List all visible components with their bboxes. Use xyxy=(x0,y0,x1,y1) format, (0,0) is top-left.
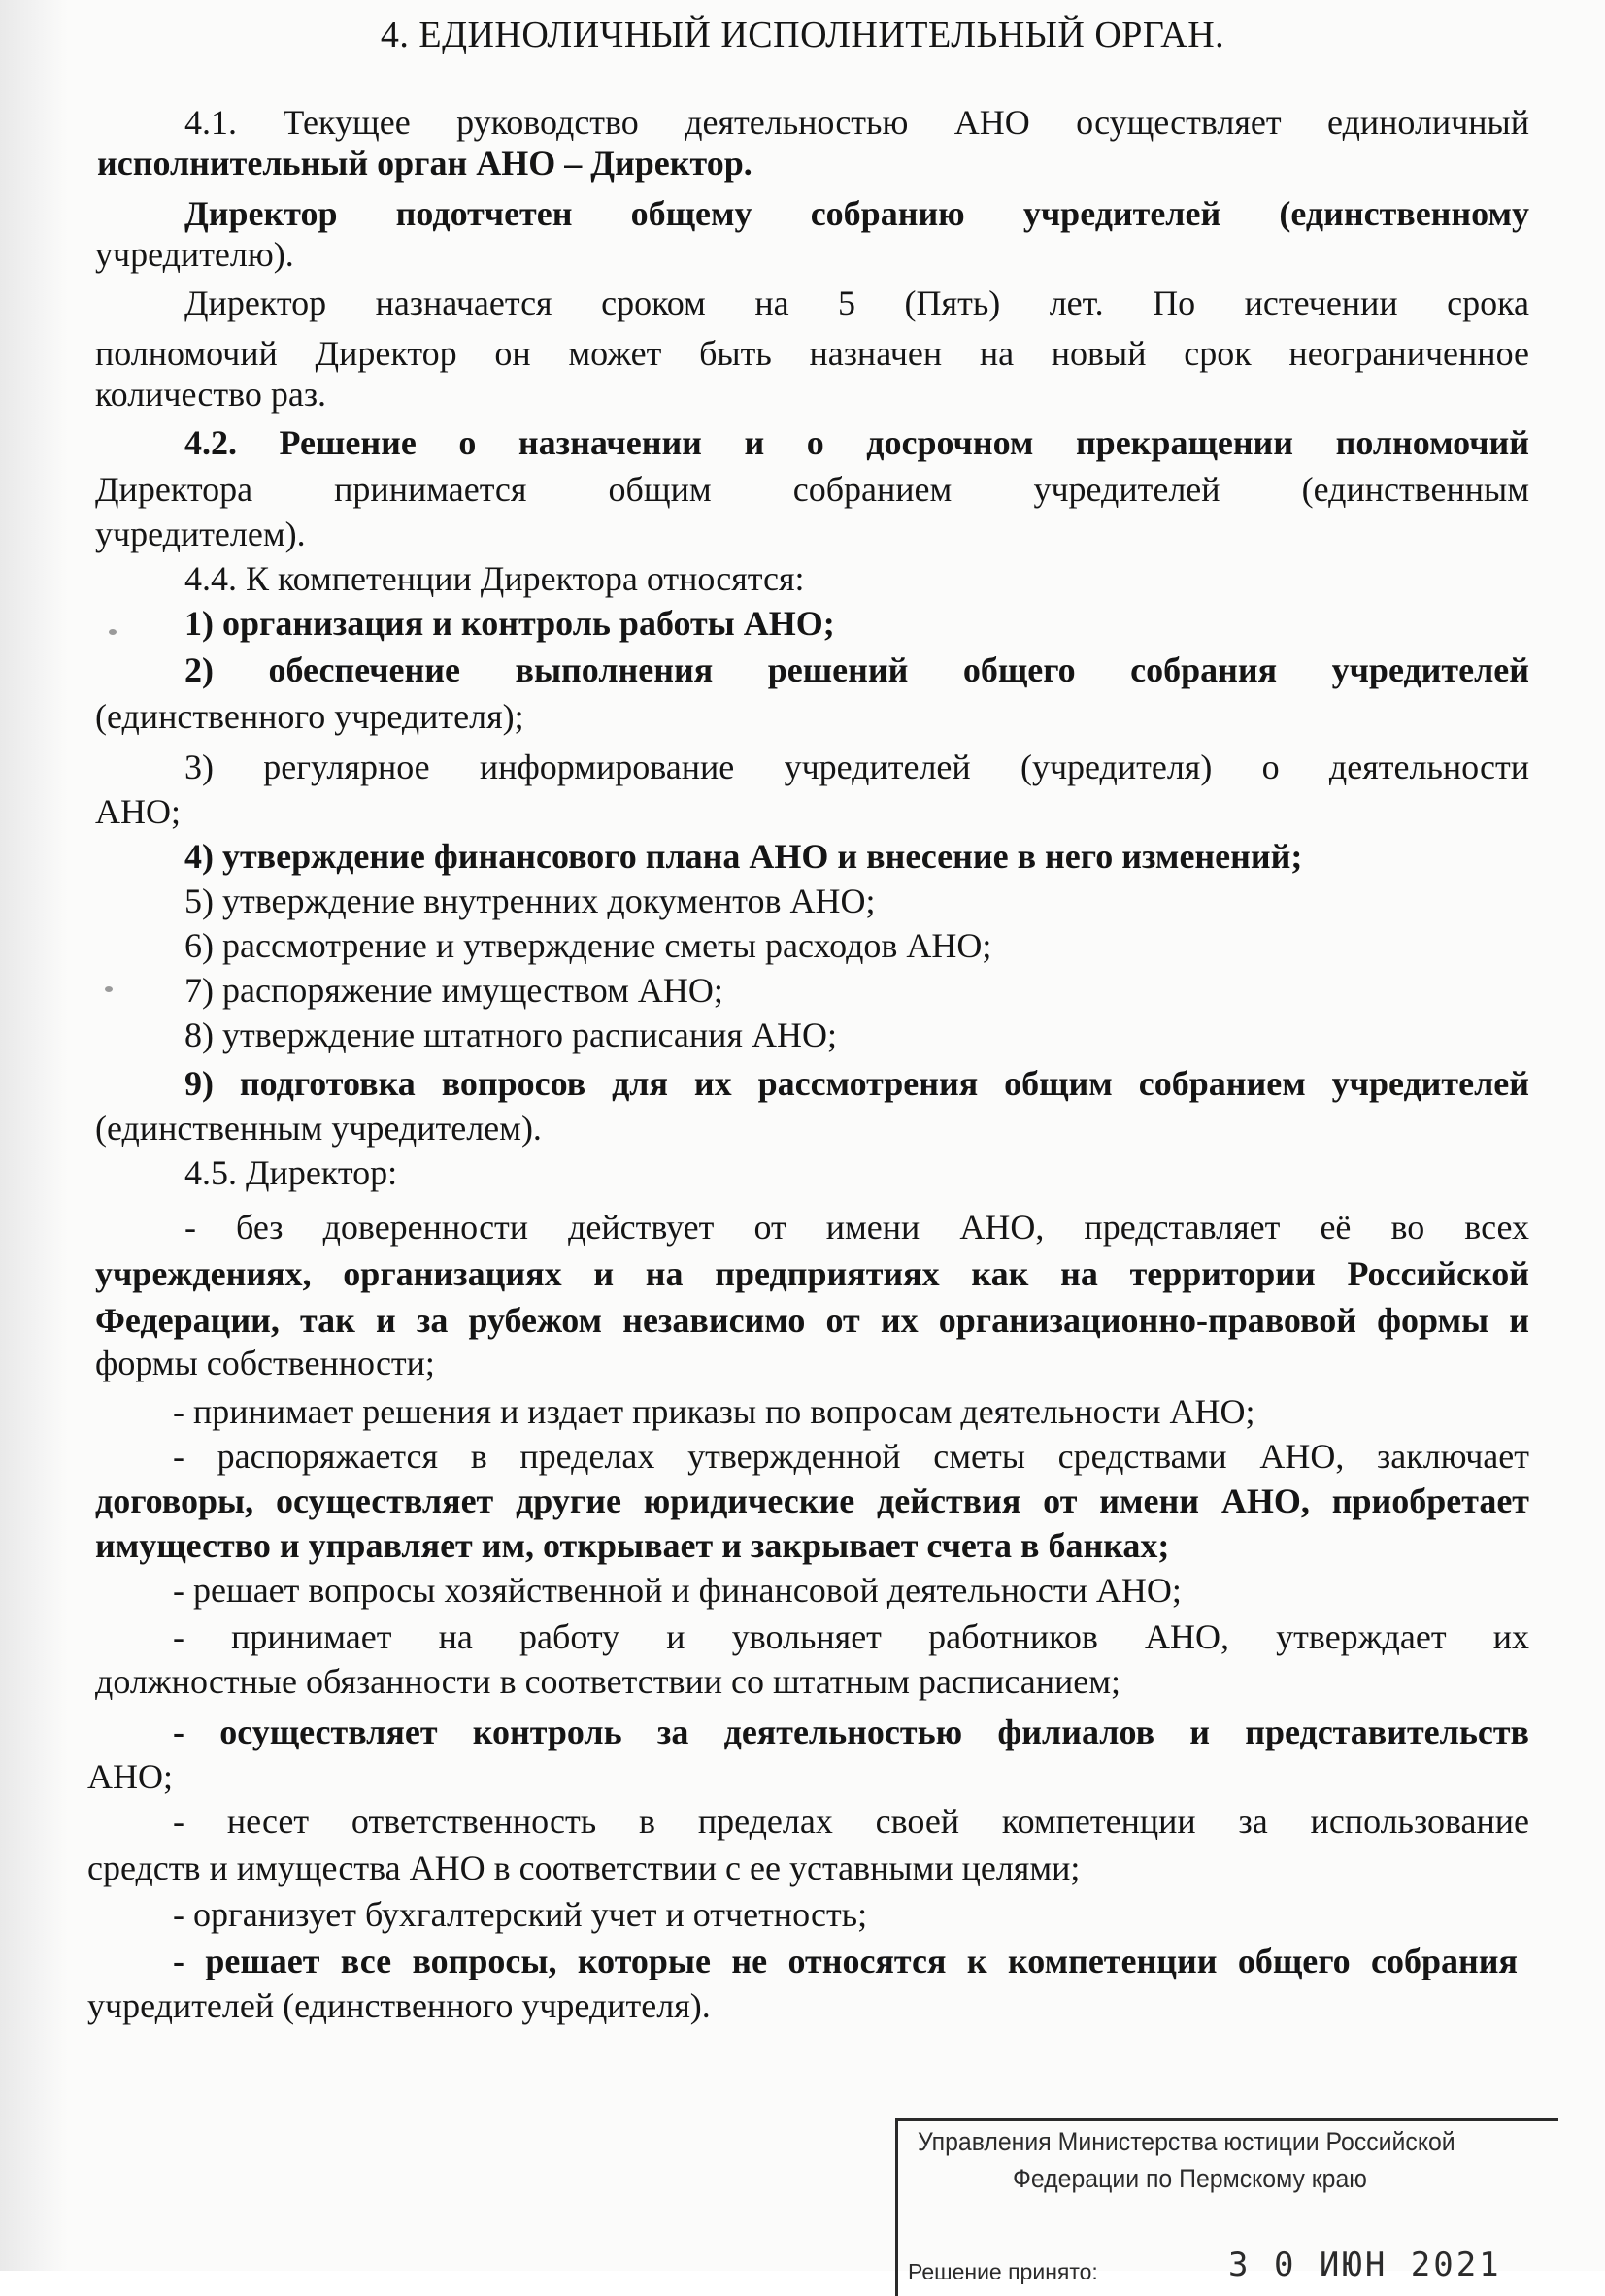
paragraph-line: количество раз. xyxy=(95,375,327,414)
list-item: 7) распоряжение имуществом АНО; xyxy=(184,971,723,1010)
stamp-decision-label: Решение принято: xyxy=(908,2259,1098,2284)
paragraph-line: - организует бухгалтерский учет и отчетность; xyxy=(173,1895,868,1934)
paragraph-line: должностные обязанности в соответствии со штатным расписанием; xyxy=(95,1662,1121,1701)
paragraph-line: - решает вопросы хозяйственной и финансовой деятельности АНО; xyxy=(173,1571,1182,1610)
paragraph-line: - без доверенности действует от имени АНО, представляет её во всех xyxy=(184,1208,1529,1247)
paragraph-line: 4.1. Текущее руководство деятельностью АНО осуществляет единоличный xyxy=(184,103,1529,142)
list-item: АНО; xyxy=(95,792,181,831)
paragraph-line: 4.5. Директор: xyxy=(184,1153,398,1192)
list-item: 1) организация и контроль работы АНО; xyxy=(184,604,835,643)
paragraph-line: 4.2. Решение о назначении и о досрочном прекращении полномочий xyxy=(184,423,1529,462)
list-item: 8) утверждение штатного расписания АНО; xyxy=(184,1015,837,1054)
list-item: 5) утверждение внутренних документов АНО; xyxy=(184,882,876,920)
paragraph-line: Директор назначается сроком на 5 (Пять) лет. По истечении срока xyxy=(184,283,1529,322)
section-title: 4. ЕДИНОЛИЧНЫЙ ИСПОЛНИТЕЛЬНЫЙ ОРГАН. xyxy=(380,15,1225,55)
list-item: 2) обеспечение выполнения решений общего собрания учредителей xyxy=(184,650,1529,689)
paragraph-line: договоры, осуществляет другие юридические действия от имени АНО, приобретает xyxy=(95,1481,1529,1520)
list-item: 9) подготовка вопросов для их рассмотрения общим собранием учредителей xyxy=(184,1064,1529,1103)
paragraph-line: исполнительный орган АНО – Директор. xyxy=(97,144,752,183)
paragraph-line: - осуществляет контроль за деятельностью филиалов и представительств xyxy=(173,1713,1529,1751)
list-item: 3) регулярное информирование учредителей (учредителя) о деятельности xyxy=(184,748,1529,786)
paragraph-line: 4.4. К компетенции Директора относятся: xyxy=(184,559,805,598)
paragraph-line: формы собственности; xyxy=(95,1344,435,1382)
paragraph-line: Директора принимается общим собранием учредителей (единственным xyxy=(95,470,1529,509)
paragraph-line: учредителю). xyxy=(95,235,294,274)
scan-artifact xyxy=(109,629,117,635)
paragraph-line: Федерации, так и за рубежом независимо от их организационно-правовой формы и xyxy=(95,1301,1529,1340)
stamp-authority-line: Управления Министерства юстиции Российской xyxy=(918,2127,1455,2156)
paragraph-line: - принимает на работу и увольняет работников АНО, утверждает их xyxy=(173,1617,1529,1656)
paragraph-line: Директор подотчетен общему собранию учредителей (единственному xyxy=(184,194,1529,233)
scan-artifact xyxy=(105,986,113,992)
paragraph-line: имущество и управляет им, открывает и закрывает счета в банках; xyxy=(95,1526,1170,1565)
paragraph-line: средств и имущества АНО в соответствии с ее уставными целями; xyxy=(87,1848,1081,1887)
registration-stamp xyxy=(895,2118,1558,2296)
paragraph-line: - принимает решения и издает приказы по вопросам деятельности АНО; xyxy=(173,1392,1255,1431)
paragraph-line: АНО; xyxy=(87,1757,173,1796)
paragraph-line: - распоряжается в пределах утвержденной сметы средствами АНО, заключает xyxy=(173,1437,1529,1476)
list-item: (единственным учредителем). xyxy=(95,1109,542,1148)
paragraph-line: учредителем). xyxy=(95,515,306,553)
stamp-region-line: Федерации по Пермскому краю xyxy=(1013,2164,1367,2193)
stamp-date: 3 0 ИЮН 2021 xyxy=(1228,2246,1502,2284)
paragraph-line: учреждениях, организациях и на предприятиях как на территории Российской xyxy=(95,1254,1529,1293)
paragraph-line: полномочий Директор он может быть назначен на новый срок неограниченное xyxy=(95,334,1529,373)
paragraph-line: учредителей (единственного учредителя). xyxy=(87,1986,711,2025)
list-item: 6) рассмотрение и утверждение сметы расходов АНО; xyxy=(184,926,992,965)
list-item: (единственного учредителя); xyxy=(95,697,524,736)
list-item: 4) утверждение финансового плана АНО и внесение в него изменений; xyxy=(184,837,1303,876)
paragraph-line: - решает все вопросы, которые не относятся к компетенции общего собрания xyxy=(173,1942,1518,1980)
paragraph-line: - несет ответственность в пределах своей компетенции за использование xyxy=(173,1802,1529,1841)
